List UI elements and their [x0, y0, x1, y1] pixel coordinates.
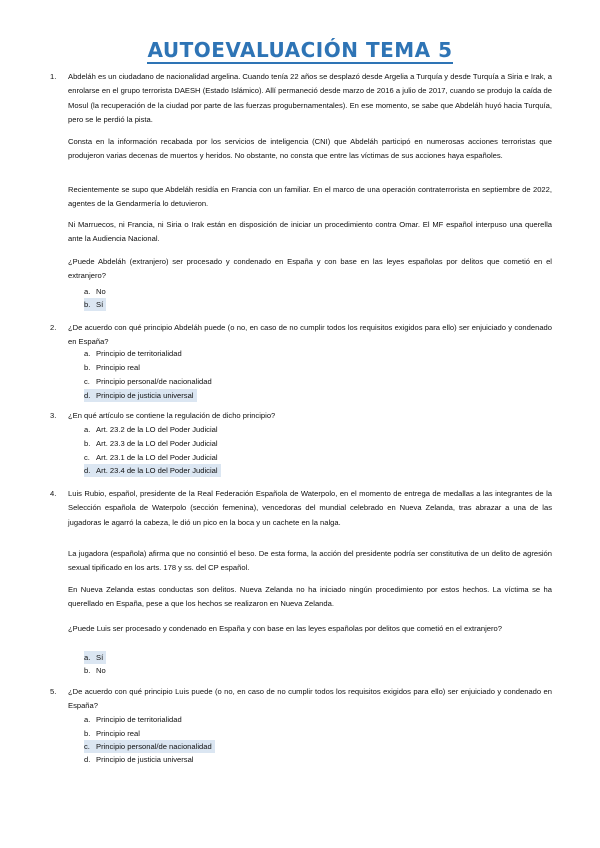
- q4-paragraph-2: La jugadora (española) afirma que no consintió el beso. De esta forma, la acción del presidente podría ser constitutiva de un delito de agresión sexual tipificado en los arts. 178 y ss. del CP español.: [68, 549, 552, 573]
- q1-question: ¿Puede Abdeláh (extranjero) ser procesado y condenado en España y con base en las leyes españolas por delitos que cometió en el extranjero?: [68, 257, 552, 281]
- q5-option-d[interactable]: d. Principio de justicia universal: [84, 755, 194, 764]
- q1-option-a[interactable]: a. No: [84, 287, 106, 296]
- q5-question: 5. ¿De acuerdo con qué principio Luis puede (o no, en caso de no cumplir todos los requisitos exigidos para ello) ser enjuiciado y condenado en España?: [50, 687, 552, 711]
- q3-option-d-selected[interactable]: d. Art. 23.4 de la LO del Poder Judicial: [84, 464, 221, 477]
- q5-option-c-selected[interactable]: c. Principio personal/de nacionalidad: [84, 740, 215, 753]
- q4-option-a-selected[interactable]: a. Sí: [84, 651, 106, 664]
- q2-option-d-selected[interactable]: d. Principio de justicia universal: [84, 389, 197, 402]
- q4-paragraph-3: En Nueva Zelanda estas conductas son delitos. Nueva Zelanda no ha iniciado ningún procedimiento por estos hechos. La víctima se ha querellado en España, pese a que los hechos se realizaron en Nueva Zelanda.: [68, 585, 552, 609]
- q4-paragraph-1: 4. Luis Rubio, español, presidente de la Real Federación Española de Waterpolo, en el momento de entrega de medallas a las integrantes de la Selección española de Waterpolo (sección femenina), vencedoras del mundial celebrado en Nueva Zelanda, tras abrazar a una de las jugadoras le agarró la cabeza, le dió un pico en la boca y un cachete en la nalga.: [50, 489, 552, 527]
- page-title: AUTOEVALUACIÓN TEMA 5: [147, 38, 453, 62]
- q4-number: 4.: [50, 489, 57, 498]
- q5-option-b[interactable]: b. Principio real: [84, 729, 140, 738]
- q3-option-b[interactable]: b. Art. 23.3 de la LO del Poder Judicial: [84, 439, 218, 448]
- q3-option-a[interactable]: a. Art. 23.2 de la LO del Poder Judicial: [84, 425, 218, 434]
- q1-option-b-selected[interactable]: b. Sí: [84, 298, 106, 311]
- q4-option-b[interactable]: b. No: [84, 666, 106, 675]
- q2-option-a[interactable]: a. Principio de territorialidad: [84, 349, 182, 358]
- q3-question: 3. ¿En qué artículo se contiene la regulación de dicho principio?: [68, 409, 552, 423]
- q1-number: 1.: [50, 72, 57, 81]
- q3-option-c[interactable]: c. Art. 23.1 de la LO del Poder Judicial: [84, 453, 218, 462]
- q5-option-a[interactable]: a. Principio de territorialidad: [84, 715, 182, 724]
- q1-paragraph-2: Consta en la información recabada por los servicios de inteligencia (CNI) que Abdeláh participó en numerosas acciones terroristas que produjeron varias decenas de muertos y heridos. No obstante, no consta que entre las víctimas de sus acciones haya españoles.: [68, 137, 552, 161]
- q1-paragraph-4: Ni Marruecos, ni Francia, ni Siria o Irak están en disposición de iniciar un procedimiento contra Omar. El MF español interpuso una querella ante la Audiencia Nacional.: [68, 220, 552, 244]
- q5-number: 5.: [50, 687, 57, 696]
- q3-number: 3.: [50, 411, 57, 420]
- q1-paragraph-1: 1. Abdeláh es un ciudadano de nacionalidad argelina. Cuando tenía 22 años se desplazó desde Argelia a Turquía y desde Turquía a Siria e Irak, a enrolarse en el grupo terrorista DAESH (Estado Islámico). Allí permaneció desde marzo de 2016 a julio de 2017, cuando se produjo la caída de Mosul (la recuperación de la ciudad por parte de las fuerzas progubernamentales). En ese momento, se sabe que Abdeláh huyó hacia Turquía, pero se le perdió la pista.: [50, 72, 552, 125]
- q2-option-c[interactable]: c. Principio personal/de nacionalidad: [84, 377, 212, 386]
- q2-question: 2. ¿De acuerdo con qué principio Abdeláh puede (o no, en caso de no cumplir todos los requisitos exigidos para ello) ser enjuiciado y condenado en España?: [50, 323, 552, 347]
- q2-option-b[interactable]: b. Principio real: [84, 363, 140, 372]
- q4-question: ¿Puede Luis ser procesado y condenado en España y con base en las leyes españolas por delitos que cometió en el extranjero?: [68, 624, 502, 633]
- q2-number: 2.: [50, 323, 57, 332]
- q1-paragraph-3: Recientemente se supo que Abdeláh residía en Francia con un familiar. En el marco de una operación contraterrorista en septiembre de 2022, agentes de la Gendarmería lo detuvieron.: [68, 185, 552, 209]
